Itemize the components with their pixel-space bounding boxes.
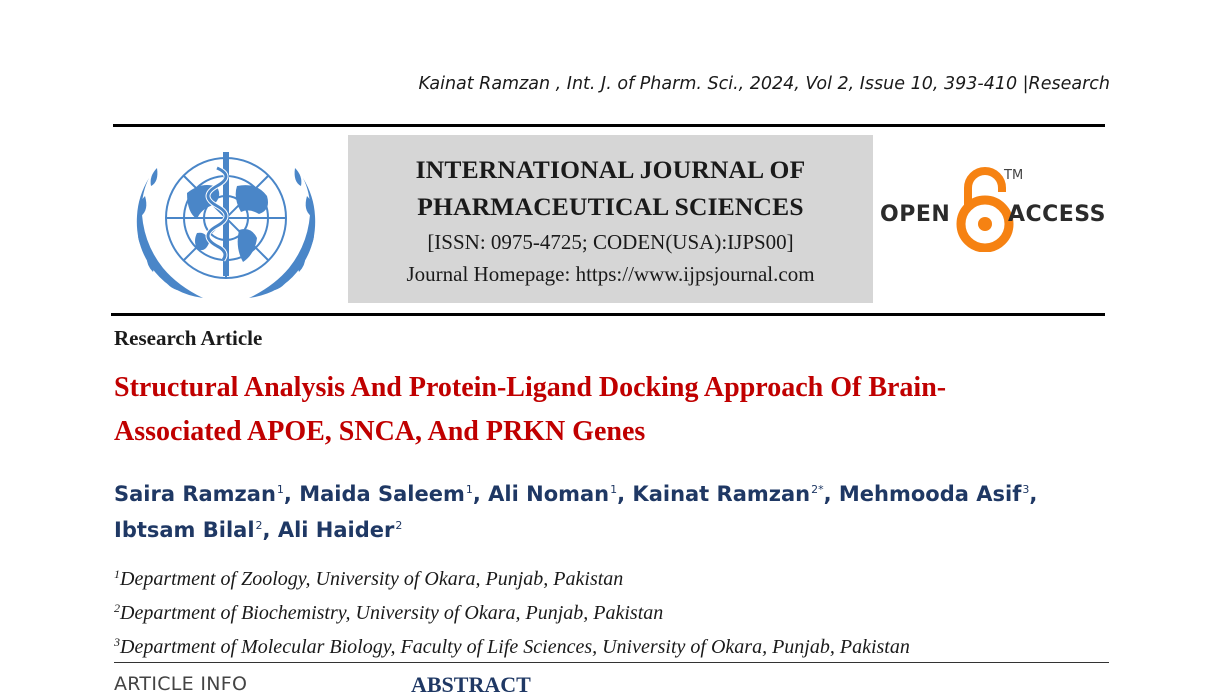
abstract-heading: ABSTRACT: [411, 672, 531, 697]
header-rule-top: [113, 124, 1105, 127]
author-line-1: Saira Ramzan$^1$, Maida Saleem$^1$, Ali Noman$^1$, Kainat Ramzan$^{2*}$, Mehmooda Asif$^3$,: [114, 482, 1038, 506]
paper-title-line1: Structural Analysis And Protein-Ligand Docking Approach Of Brain-: [114, 372, 947, 403]
article-info-heading: ARTICLE INFO: [114, 673, 248, 695]
affiliation-number: 3: [114, 635, 120, 649]
journal-homepage[interactable]: Journal Homepage: https://www.ijpsjournal.com: [406, 262, 815, 286]
author-affiliation-mark: 1: [276, 483, 284, 496]
author-affiliation-mark: 2*: [811, 483, 824, 496]
affiliation-text: Department of Molecular Biology, Faculty of Life Sciences, University of Okara, Punjab, Pakistan: [120, 636, 910, 658]
author-affiliation-mark: 2: [395, 519, 403, 532]
author-name: Ali Noman: [488, 482, 610, 506]
header-rule-bottom: [111, 313, 1105, 316]
affiliation-number: 1: [114, 567, 120, 581]
affiliation-number: 2: [114, 601, 120, 615]
journal-title-line1: INTERNATIONAL JOURNAL OF: [415, 155, 806, 184]
affiliation-list: [114, 560, 1104, 662]
author-name: Ali Haider: [277, 518, 395, 542]
author-name: Saira Ramzan: [114, 482, 276, 506]
open-access-access-text: ACCESS: [1007, 202, 1106, 227]
author-affiliation-mark: 2: [255, 519, 263, 532]
author-name: Kainat Ramzan: [632, 482, 811, 506]
running-header: Kainat Ramzan , Int. J. of Pharm. Sci., 2024, Vol 2, Issue 10, 393-410 |Research: [418, 74, 1110, 94]
journal-title-line2: PHARMACEUTICAL SCIENCES: [417, 192, 804, 221]
affiliation-text: Department of Zoology, University of Okara, Punjab, Pakistan: [120, 568, 624, 590]
who-emblem-logo: [127, 138, 325, 306]
author-name: Mehmooda Asif: [838, 482, 1022, 506]
author-affiliation-mark: 1: [465, 483, 473, 496]
open-access-open-text: OPEN: [880, 202, 951, 227]
open-access-logo: [880, 166, 1106, 252]
open-access-trademark: TM: [1004, 168, 1024, 183]
author-affiliation-mark: 3: [1022, 483, 1030, 496]
author-list: [114, 474, 1104, 546]
paper-title-line2: Associated APOE, SNCA, And PRKN Genes: [114, 416, 646, 447]
author-affiliation-mark: 1: [610, 483, 618, 496]
journal-masthead: [348, 135, 873, 303]
affiliation-text: Department of Biochemistry, University of Okara, Punjab, Pakistan: [120, 602, 664, 624]
affiliation-item: [114, 560, 1104, 594]
author-line-2: Ibtsam Bilal$^2$, Ali Haider$^2$: [114, 518, 403, 542]
author-name: Ibtsam Bilal: [114, 518, 255, 542]
author-name: Maida Saleem: [299, 482, 465, 506]
journal-issn: [ISSN: 0975-4725; CODEN(USA):IJPS00]: [427, 230, 794, 254]
affiliation-item: [114, 594, 1104, 628]
article-type-label: Research Article: [114, 326, 263, 350]
section-divider: [114, 662, 1109, 663]
affiliation-item: [114, 628, 1104, 662]
paper-title: [114, 366, 1104, 454]
